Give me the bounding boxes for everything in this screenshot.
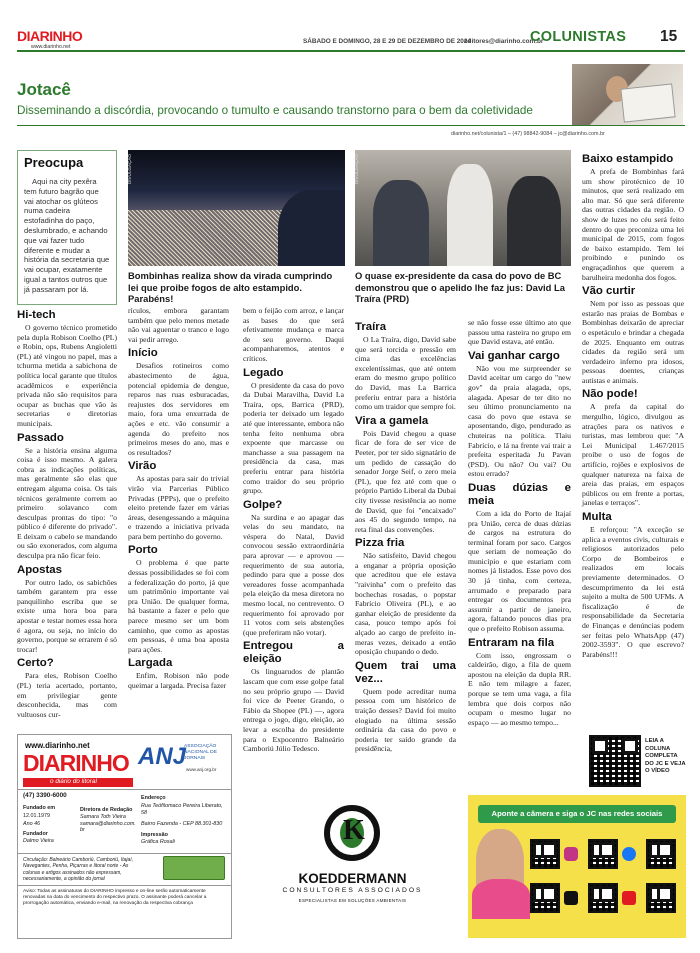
paragraph: O governo técnico prometido pela dupla Robison Coelho (PL) e Robin, ops, Rubens Angioletti (PL) até vingou no papel, mas a tchurma metida a sabichona de política local garante que títulos acadêmicos e experiência privada não são requisitos para ocupar as buchas que vão às secretarias e diretorias municipais.	[17, 323, 117, 428]
page-number: 15	[660, 28, 678, 45]
paragraph: A prefa de Bombinhas fará um show pirotécnico de 10 minutos, que será realizado em alto mar. Só que será diferente das outras cidades da região. O show de luzes no céu será feito dentro do que preconiza uma lei municipal de 2015, com fogos de baixo estampido. Tem lei proibindo e punindo os engraçadinhos que querem a barulheira medonha dos fogos.	[582, 167, 684, 282]
subhead: Passado	[17, 431, 64, 444]
exp-print-label: Impressão	[141, 832, 168, 838]
exp-director-label: Diretora de Redação	[80, 807, 133, 813]
subhead: Início	[128, 347, 158, 360]
column-qr-code[interactable]	[589, 735, 641, 787]
person1-shape	[373, 180, 429, 266]
paragraph: bem o feijão com arroz, e lançar as bases do que será efetivamente mudança e marca de seu governo. Daqui acompanharemos, atentos e críticos.	[243, 306, 344, 363]
subhead: Golpe?	[243, 498, 283, 511]
paragraph: Por outro lado, os sabichões também garantem pra esse panquilinho escriba que se existe uma hora boa para apostar e testar nomes essa hora é agora, ou seja, no início do governo, porque se errarem é só trocar!	[17, 577, 117, 654]
paragraph: Não satisfeito, David chegou a enganar a própria oposição que acreditou que ele estava "raivinha" com o prefeito das bochechas rosadas, o popstar Fabrício Oliveira (PL), e ao ganhar eleição de presidente da casa, pouco tempo após foi alçado ao cargo de prefeito in-meras vezes, deixado a então oposição chupando o dedo.	[355, 551, 456, 657]
exp-notice: Aviso: Todas as assinaturas do DIARINHO impresso e on-line serão automaticamente renovadas na data do vencimento do respectivo prazo. O assinante poderá cancelar a prorrogação automática, enviando e-mail, na renovação da respectiva cobrança	[23, 889, 207, 906]
preocupa-title: Preocupa	[24, 155, 84, 170]
subhead: Largada	[128, 657, 173, 670]
paragraph: E reforçou: "A exceção se aplica a eventos civis, culturais e religiosos autorizados pelo Corpo de Bombeiros e realizados em locais previamente determinados. O descumprimento da lei está sujeito a multa de 500 UFMs. A fiscalização é de responsabilidade da Secretaria de Finanças e denúncias podem ser feitas pelo WhatsApp (47) 2002-3593". O que escrevo? Parabéns!!!	[582, 525, 684, 659]
preocupa-box	[17, 150, 117, 305]
sea-shape	[278, 190, 345, 266]
youtube-icon	[622, 891, 636, 905]
exp-site[interactable]: www.diarinho.net	[25, 741, 90, 750]
anj-text: ASSOCIAÇÃO NACIONAL DE JORNAIS	[184, 744, 217, 761]
paragraph: Nem por isso as pessoas que estarão nas praias de Bombas e Bombinhas deixarão de apreciar o espetáculo e brindar a chegada de 2025. Enquanto em outras cidades da região será um verdadeiro inferno pra idosos, pessoas doentes, crianças autistas e animais.	[582, 299, 684, 385]
koeddermann-sub: CONSULTORES ASSOCIADOS	[282, 887, 423, 894]
column-3	[243, 306, 344, 754]
paragraph: Não vou me surpreender se David aceitar um cargo do "new gov" da praia alagada, ops, alagada. Apesar de ter dito no seu último pronunciamento na casa do povo que estava se aposentando, digo, pendurado as chuteiras na política. Tlaiu Fabrício, e lá na frente vai trair a prefeita esperitada Ju Pavan (PSD). Ou não? Ou vai? Ou estou errado?	[468, 363, 571, 479]
qr-note: LEIA A COLUNA COMPLETA DO JC E VEJA O VÍDEO	[645, 738, 686, 775]
subhead: Quem trai uma vez...	[355, 659, 456, 685]
exp-founder-label: Fundador	[23, 831, 48, 837]
subhead: Vira a gamela	[355, 414, 429, 427]
exp-neighborhood: Bairro Fazenda - CEP 88.301-830	[141, 821, 223, 827]
subhead: Baixo estampido	[582, 153, 674, 165]
column-subtitle: Disseminando a discórdia, provocando o tumulto e causando transtorno para o bem da coletividade	[17, 104, 533, 117]
subhead: Entraram na fila	[468, 636, 555, 649]
header-date: SÁBADO E DOMINGO, 28 E 29 DE DEZEMBRO DE 2024	[303, 38, 471, 45]
koeddermann-ad[interactable]	[244, 795, 461, 938]
photo1-credit: DIVULGAÇÃO	[127, 154, 132, 185]
exp-print: Gráfica Rosali	[141, 839, 175, 845]
person2-shape	[447, 164, 493, 266]
photo2-caption: O quase ex-presidente da casa do povo de BC demonstrou que o apelido lhe faz jus: David La Traíra (PRD)	[355, 270, 565, 305]
paragraph: Com isso, engrossam o caldeirão, digo, a fila de quem apostou na eleição da dupla RR. E não tem milagre a fazer, porque se tem uma vaga, a fila lembra que dois corpos não ocupam o mesmo lugar no espaço — ao mesmo tempo...	[468, 650, 571, 727]
paragraph: Os linguarudos de plantão lascam que com esse golpe fatal no seu próprio grupo — David foi vice de Peeter Grando, o Fábio da Shopee (PL) —, agora entrega o jogo, digo, eleição, ao levar a escolha do presidente para o Expocentro Balneário Camboriú Júlio Tedesco.	[243, 667, 344, 754]
header-logo[interactable]: DIARINHO	[17, 28, 83, 44]
subhead: Certo?	[17, 657, 54, 670]
header	[17, 27, 685, 51]
subhead: Não pode!	[582, 388, 638, 401]
social-qr-1[interactable]	[530, 839, 560, 869]
social-title: Aponte a câmera e siga o JC nas redes sociais	[491, 809, 663, 818]
exp-circulation: Circulação: Balneário Camboriú, Camboriú, Itajaí, Navegantes, Penha, Piçarras e litoral norte - As colunas e artigos assinados não expressam, necessariamente, a opinião do jornal	[23, 857, 134, 882]
paragraph: Para eles, Robison Coelho (PL) teria acertado, portanto, em privilegiar gente desconhecida, mas com vultuosos cur-	[17, 671, 117, 719]
paragraph: Com a ida do Porto de Itajaí pra União, cerca de duas dúzias de cargos na estrutura do terminal foram por saco. Cargos que seriam de nomeação do município e que estariam com nomes já listados. Esse povo dos 30 já tinha, com certeza, arrumado e preparado para entregar os documentos pra assumir a partir de janeiro, agora, faltando poucos dias pra que o prefeito Robison assuma.	[468, 508, 571, 634]
subhead: Legado	[243, 366, 284, 379]
subhead: Hi-tech	[17, 309, 56, 321]
exp-founded-label: Fundado em	[23, 805, 56, 811]
exp-address: Rua Teófilomaco Pereira Liberato, 58	[141, 803, 223, 816]
header-url[interactable]: www.diarinho.net	[31, 44, 71, 50]
column-title-rule	[17, 125, 685, 126]
section-name: COLUNISTAS	[530, 29, 627, 45]
exp-rule	[18, 789, 231, 790]
column-1	[17, 306, 117, 719]
subhead: Pizza fria	[355, 537, 405, 550]
tiktok-icon	[564, 891, 578, 905]
subhead: Porto	[128, 544, 158, 557]
david-la-traira-photo	[355, 150, 571, 266]
exp-director-email[interactable]: samara@diarinho.com.br	[80, 821, 136, 833]
preocupa-text: Aqui na city pexêra tem futuro bagrão que vai atochar os glúteos numa cadeira estofadinha do paço, deslumbrado, e achando que vai fazer tudo diferente e mudar a história da secretaria que vai ocupar, exatamente igual a tantos outros que já passaram por lá.	[24, 177, 110, 294]
social-qr-3[interactable]	[646, 839, 676, 869]
paragraph: Desafios rotineiros como abastecimento de água, potencial epidemia de dengue, reparos nas ruas esburacadas, reajustes dos servidores em maio, fora uma enxurrada de ações e etc. vão consumir a agenda do prefeito nos primeiros meses do ano, mas e os resultados?	[128, 361, 229, 457]
subhead: Vão curtir	[582, 285, 636, 298]
photo2-credit: DIVULGAÇÃO	[354, 154, 359, 185]
column-contact[interactable]: diarinho.net/colunista/1 – (47) 98842-9084 – jc@diarinho.com.br	[451, 131, 605, 137]
subhead: Duas dúzias e meia	[468, 481, 571, 507]
subhead: Apostas	[17, 563, 62, 576]
exp-slogan: o diário do litoral	[50, 778, 97, 785]
subhead: Vai ganhar cargo	[468, 349, 560, 362]
paragraph: Pois David chegou a quase ficar de fora de ser vice de Peeter, por ter sido signatário de um pedido de cassação do senador Jorge Seif, o zero meia (PL), que fez até com que o próprio Partido Liberal da Dubai city tivesse resistência ao nome de David, que foi "encaixado" aos 45 do segundo tempo, na reta final das convenções.	[355, 428, 456, 534]
expediente-box	[17, 734, 232, 939]
columnist-photo	[572, 64, 683, 126]
column-5	[468, 318, 571, 731]
koeddermann-name: KOEDDERMANN	[298, 871, 407, 886]
paragraph: Na surdina e ao apagar das velas do seu mandato, na véspera do Natal, David convocou sessão extraordinária para aprovar — e aprovou — requerimento de sua autoria, pedindo para que a posse dos vereadores fosse acompanhada pela eleição da mesa diretora no mesmo local, no centrevento. O requerimento foi aprovado por 11 votos com seis abstenções (que preferiram não votar).	[243, 512, 344, 637]
header-email[interactable]: editores@diarinho.com.br	[464, 38, 544, 45]
paragraph: Quem pode acreditar numa pessoa com um histórico de traição desses? David foi muito elogiado na última sessão ordinária da casa do povo e poderia ter saído grande da presidência,	[355, 686, 456, 754]
koeddermann-k-letter: K	[343, 815, 365, 846]
subhead: Virão	[128, 460, 157, 473]
paragraph: Enfim, Robison não pode queimar a largada. Precisa fazer	[128, 671, 229, 690]
social-qr-4[interactable]	[530, 883, 560, 913]
paragraph: se não fosse esse último ato que passou uma rasteira no grupo em que David estava, até então.	[468, 318, 571, 347]
exp-director: Samara Toth Vieira	[80, 814, 126, 820]
subhead: Multa	[582, 511, 612, 523]
anj-url[interactable]: www.anj.org.br	[186, 767, 217, 772]
paragraph: As apostas para sair do trivial virão via Parcerias Público Privadas (PPPs), que o prefeito eleito pretende fazer em várias áreas, desengessando a máquina e trazendo a iniciativa privada para bem pertinho do governo.	[128, 474, 229, 541]
social-qr-6[interactable]	[646, 883, 676, 913]
social-qr-2[interactable]	[588, 839, 618, 869]
subhead: Entregou a eleição	[243, 640, 344, 666]
person3-shape	[507, 176, 561, 266]
subhead: Traíra	[355, 321, 387, 333]
map-badge	[163, 856, 225, 880]
column-4	[355, 318, 456, 754]
koeddermann-tag: ESPECIALISTAS EM SOLUÇÕES AMBIENTAIS	[298, 898, 407, 903]
instagram-icon	[564, 847, 578, 861]
exp-logo: DIARINHO	[23, 750, 129, 776]
column-2	[128, 306, 229, 706]
paragraph: Se a história ensina alguma coisa é isso mesmo. A galera cobra as indicações políticas, mas geralmente são elas que entregam alguma coisa. Os tais técnicos geralmente correm ao primeiro solavanco com desculpas prontas do tipo: "o público é diferente do privado". E deixam o cabelo se mandando ou são exonerados, com alguma desculpa pra não ficar feio.	[17, 445, 117, 561]
paragraph: O problema é que parte dessas possibilidades se foi com a federalização do porto, já que um patrimônio importante vai pra União. De qualquer forma, há bastante a fazer e pelo que parece mesmo ser um bom caminho, que como as apostas em pessoas, é uma boa aposta para ações.	[128, 558, 229, 654]
paragraph: A prefa da capital do mergulho, lógico, divulgou as atrações para os nativos e turistas, mas lembrou que: "A Lei Municipal 1.467/2015 proíbe o uso de fogos de artifício, rojões e explosivos de qualquer natureza na faixa de areia das praias, em espaços públicos ou em frente a portas, janelas e terraços".	[582, 402, 684, 508]
header-rule	[17, 50, 685, 52]
social-ad[interactable]	[468, 795, 686, 938]
column-6	[582, 150, 684, 732]
exp-rule-2	[18, 853, 231, 854]
facebook-icon	[622, 847, 636, 861]
paragraph: O presidente da casa do povo da Dubai Maravilha, David La Traíra, ops, Barrica (PRD), poderia ter deixado um legado até que interessante, embora não tenha feito nenhuma obra expoente que marcasse ou manchasse a sua passagem na presidência da casa, mas preferiu entrar para história como traidor do seu próprio grupo.	[243, 380, 344, 496]
exp-phone: (47) 3390-6000	[23, 792, 67, 799]
exp-address-label: Endereço	[141, 795, 166, 801]
exp-founded: 12.01.1979	[23, 813, 50, 819]
exp-rule-3	[18, 885, 231, 886]
social-qr-5[interactable]	[588, 883, 618, 913]
caricature-shirt	[472, 879, 530, 919]
anj-logo: ANJ	[138, 743, 187, 770]
exp-founder: Dalmo Vieira	[23, 838, 54, 844]
exp-year: Ano 46	[23, 821, 41, 827]
newspaper-shape	[620, 83, 675, 122]
paragraph: O La Traíra, digo, David sabe que será torcida e pressão em cima das excelências excelentíssimas, que até ontem eram do mesmo grupo político do David, mas La Barrica preferiu entrar para a história como um traidor que sempre foi.	[355, 335, 456, 412]
paragraph: rículos, embora garantam também que pelo menos metade não vai aguentar o tranco e logo vai pedir arrego.	[128, 306, 229, 344]
column-name: Jotacê	[17, 80, 71, 99]
photo1-caption: Bombinhas realiza show da virada cumprindo lei que proibe fogos de alto estampido. Parabéns!	[128, 270, 333, 305]
bombinhas-fireworks-photo	[128, 150, 345, 266]
